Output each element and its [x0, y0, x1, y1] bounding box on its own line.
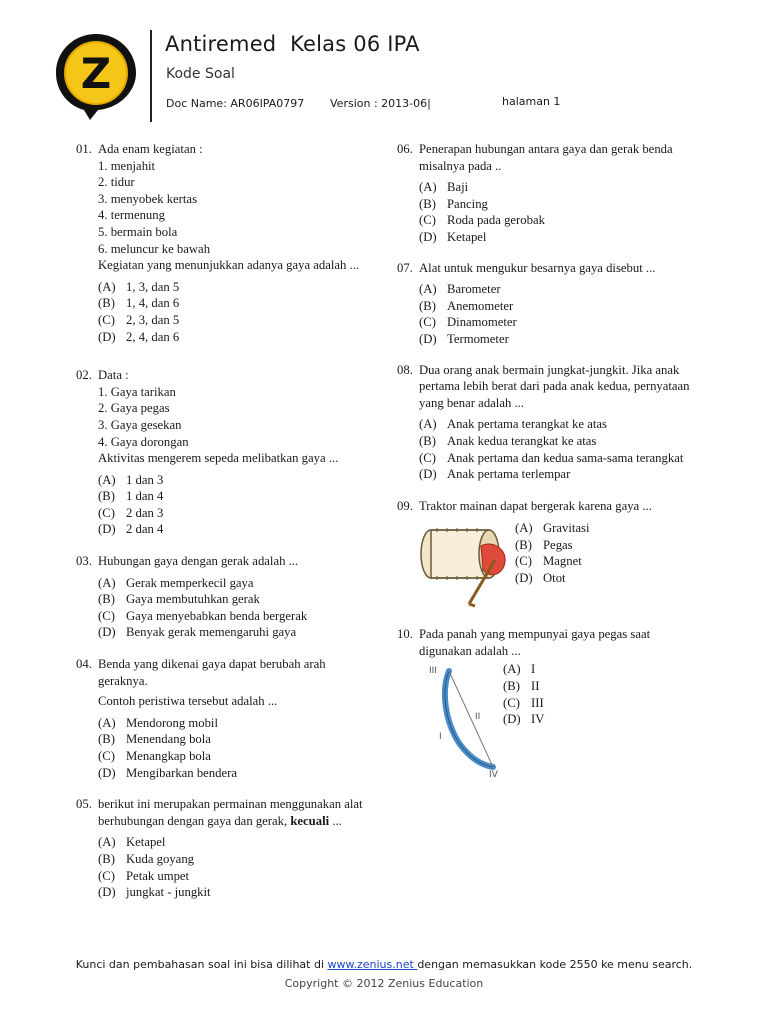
emphasis-kecuali: kecuali: [290, 813, 330, 828]
page-title: Antiremed Kelas 06 IPA: [165, 32, 420, 56]
question-stem: Traktor mainan dapat bergerak karena gaya ...: [419, 498, 652, 513]
list-item: 2. tidur: [98, 175, 135, 190]
option-b: (B) Gaya membutuhkan gerak: [98, 592, 260, 607]
list-item: 5. bermain bola: [98, 224, 178, 239]
question-04: 04. Benda yang dikenai gaya dapat berubah arah geraknya. Contoh peristiwa tersebut adalah ... (A) Mendorong mobil (B) Menendang bola (C) Menangkap bola (D) Mengibarkan bendera: [76, 656, 376, 781]
option-a: (A) Ketapel: [98, 835, 166, 850]
option-b: (B) Pancing: [419, 196, 488, 211]
bow-label-iv: IV: [489, 770, 498, 780]
option-b: (B) 1, 4, dan 6: [98, 296, 180, 311]
question-08: 08. Dua orang anak bermain jungkat-jungkit. Jika anak pertama lebih berat dari pada anak kedua, pernyataan yang benar adalah ... (A) Anak pertama terangkat ke atas (B) Anak kedua terangkat ke atas (C) Anak pertama dan kedua sama-sama terangkat (D) Anak pertama terlempar: [397, 362, 697, 483]
option-d: (D) jungkat - jungkit: [98, 885, 211, 900]
question-03: 03. Hubungan gaya dengan gerak adalah ... (A) Gerak memperkecil gaya (B) Gaya membutuhkan gerak (C) Gaya menyebabkan benda bergerak (D) Benyak gerak memengaruhi gaya: [76, 553, 376, 641]
option-c: (C) Anak pertama dan kedua sama-sama terangkat: [419, 450, 684, 465]
question-number: 01.: [76, 142, 92, 156]
option-a: (A) Gravitasi: [515, 521, 590, 536]
question-stem: Data :: [98, 368, 129, 383]
page-number: halaman 1: [502, 95, 561, 108]
option-a: (A) Anak pertama terangkat ke atas: [419, 417, 607, 432]
option-c: (C) Roda pada gerobak: [419, 213, 545, 228]
question-stem-continued: Contoh peristiwa tersebut adalah ...: [98, 694, 278, 709]
option-b: (B) 1 dan 4: [98, 489, 164, 504]
question-07: 07. Alat untuk mengukur besarnya gaya disebut ... (A) Barometer (B) Anemometer (C) Dinamometer (D) Termometer: [397, 260, 697, 348]
doc-name: Doc Name: AR06IPA0797: [166, 97, 305, 110]
doc-version: Version : 2013-06|: [330, 97, 431, 110]
bow-label-iii: III: [429, 666, 437, 677]
zenius-logo: [52, 30, 140, 122]
option-a: (A) Baji: [419, 180, 469, 195]
option-b: (B) Kuda goyang: [98, 851, 195, 866]
option-d: (D) IV: [503, 712, 545, 727]
option-a: (A) Mendorong mobil: [98, 715, 218, 730]
option-c: (C) Dinamometer: [419, 315, 517, 330]
question-stem: berikut ini merupakan permainan menggunakan alat berhubungan dengan gaya dan gerak, kecuali ...: [98, 797, 363, 828]
option-d: (D) Termometer: [419, 331, 509, 346]
option-d: (D) Mengibarkan bendera: [98, 765, 237, 780]
right-column: [397, 141, 697, 779]
option-b: (B) Pegas: [515, 537, 573, 552]
footer-note: [0, 958, 768, 971]
question-stem-continued: Kegiatan yang menunjukkan adanya gaya adalah ...: [98, 258, 360, 273]
option-b: (B) II: [503, 679, 540, 694]
question-stem: Ada enam kegiatan :: [98, 142, 203, 156]
option-d: (D) Anak pertama terlempar: [419, 467, 571, 482]
option-c: (C) Magnet: [515, 554, 582, 569]
list-item: 3. Gaya gesekan: [98, 417, 182, 432]
list-item: 4. termenung: [98, 208, 165, 223]
list-item: 1. menjahit: [98, 158, 156, 173]
option-a: (A) 1, 3, dan 5: [98, 279, 180, 294]
question-stem-continued: Aktivitas mengerem sepeda melibatkan gaya ...: [98, 451, 339, 466]
option-a: (A) Gerak memperkecil gaya: [98, 575, 254, 590]
question-10: 10. Pada panah yang mempunyai gaya pegas saat digunakan adalah ... III II I IV (A) I (B) II (C) III (D) IV: [397, 626, 697, 779]
option-d: (D) 2, 4, dan 6: [98, 329, 180, 344]
option-b: (B) Anemometer: [419, 298, 514, 313]
question-05: 05. berikut ini merupakan permainan menggunakan alat berhubungan dengan gaya dan gerak, kecuali ... (A) Ketapel (B) Kuda goyang (C) Petak umpet (D) jungkat - jungkit: [76, 796, 376, 901]
question-stem: Dua orang anak bermain jungkat-jungkit. Jika anak pertama lebih berat dari pada anak kedua, pernyataan yang benar adalah ...: [419, 362, 690, 410]
footer-text-pre: Kunci dan pembahasan soal ini bisa dilihat di: [75, 958, 328, 971]
question-stem: Alat untuk mengukur besarnya gaya disebut ...: [419, 260, 656, 275]
footer-text-post: dengan memasukkan kode 2550 ke menu search.: [417, 958, 693, 971]
list-item: 3. menyobek kertas: [98, 191, 198, 206]
question-stem: Benda yang dikenai gaya dapat berubah arah geraknya.: [98, 657, 326, 688]
option-c: (C) Menangkap bola: [98, 749, 211, 763]
option-d: (D) 2 dan 4: [98, 522, 164, 537]
copyright: Copyright © 2012 Zenius Education: [284, 977, 484, 990]
question-stem: Pada panah yang mempunyai gaya pegas saat digunakan adalah ...: [419, 627, 651, 658]
logo-letter: Z: [80, 49, 112, 98]
question-09: 09. Traktor mainan dapat bergerak karena gaya ... (A) Gravitasi (B) Pegas (C) Magnet (D) Otot: [397, 498, 697, 613]
bow-label-ii: II: [475, 712, 481, 723]
question-02: 02. Data : 1. Gaya tarikan 2. Gaya pegas 3. Gaya gesekan 4. Gaya dorongan Aktivitas mengerem sepeda melibatkan gaya ... (A) 1 dan 3 (B) 1 dan 4 (C) 2 dan 3 (D) 2 dan 4: [76, 367, 376, 538]
page-subtitle: Kode Soal: [166, 66, 235, 82]
left-column: [76, 141, 376, 901]
option-c: (C) Gaya menyebabkan benda bergerak: [98, 608, 308, 623]
question-stem: Penerapan hubungan antara gaya dan gerak benda misalnya pada ..: [419, 142, 673, 173]
option-d: (D) Otot: [515, 571, 566, 586]
list-item: 4. Gaya dorongan: [98, 434, 189, 449]
question-01: [76, 141, 376, 345]
option-c: (C) Petak umpet: [98, 868, 190, 883]
list-item: 1. Gaya tarikan: [98, 384, 176, 399]
bow-arrow-image: [419, 661, 509, 779]
option-a: (A) Barometer: [419, 282, 501, 297]
bow-label-i: I: [439, 732, 442, 743]
option-c: (C) 2 dan 3: [98, 505, 164, 520]
option-d: (D) Ketapel: [419, 229, 487, 244]
option-b: (B) Anak kedua terangkat ke atas: [419, 433, 597, 448]
toy-tractor-spool-image: [417, 518, 511, 612]
header-divider: [150, 30, 152, 122]
option-d: (D) Benyak gerak memengaruhi gaya: [98, 625, 297, 640]
option-a: (A) 1 dan 3: [98, 472, 164, 487]
option-b: (B) Menendang bola: [98, 732, 211, 747]
zenius-link[interactable]: www.zenius.net: [327, 958, 418, 971]
option-c: (C) III: [503, 695, 544, 710]
option-c: (C) 2, 3, dan 5: [98, 312, 180, 327]
list-item: 6. meluncur ke bawah: [98, 241, 211, 256]
option-a: (A) I: [503, 662, 536, 677]
list-item: 2. Gaya pegas: [98, 401, 170, 416]
question-06: 06. Penerapan hubungan antara gaya dan gerak benda misalnya pada .. (A) Baji (B) Pancing (C) Roda pada gerobak (D) Ketapel: [397, 141, 697, 246]
question-stem: Hubungan gaya dengan gerak adalah ...: [98, 554, 299, 569]
